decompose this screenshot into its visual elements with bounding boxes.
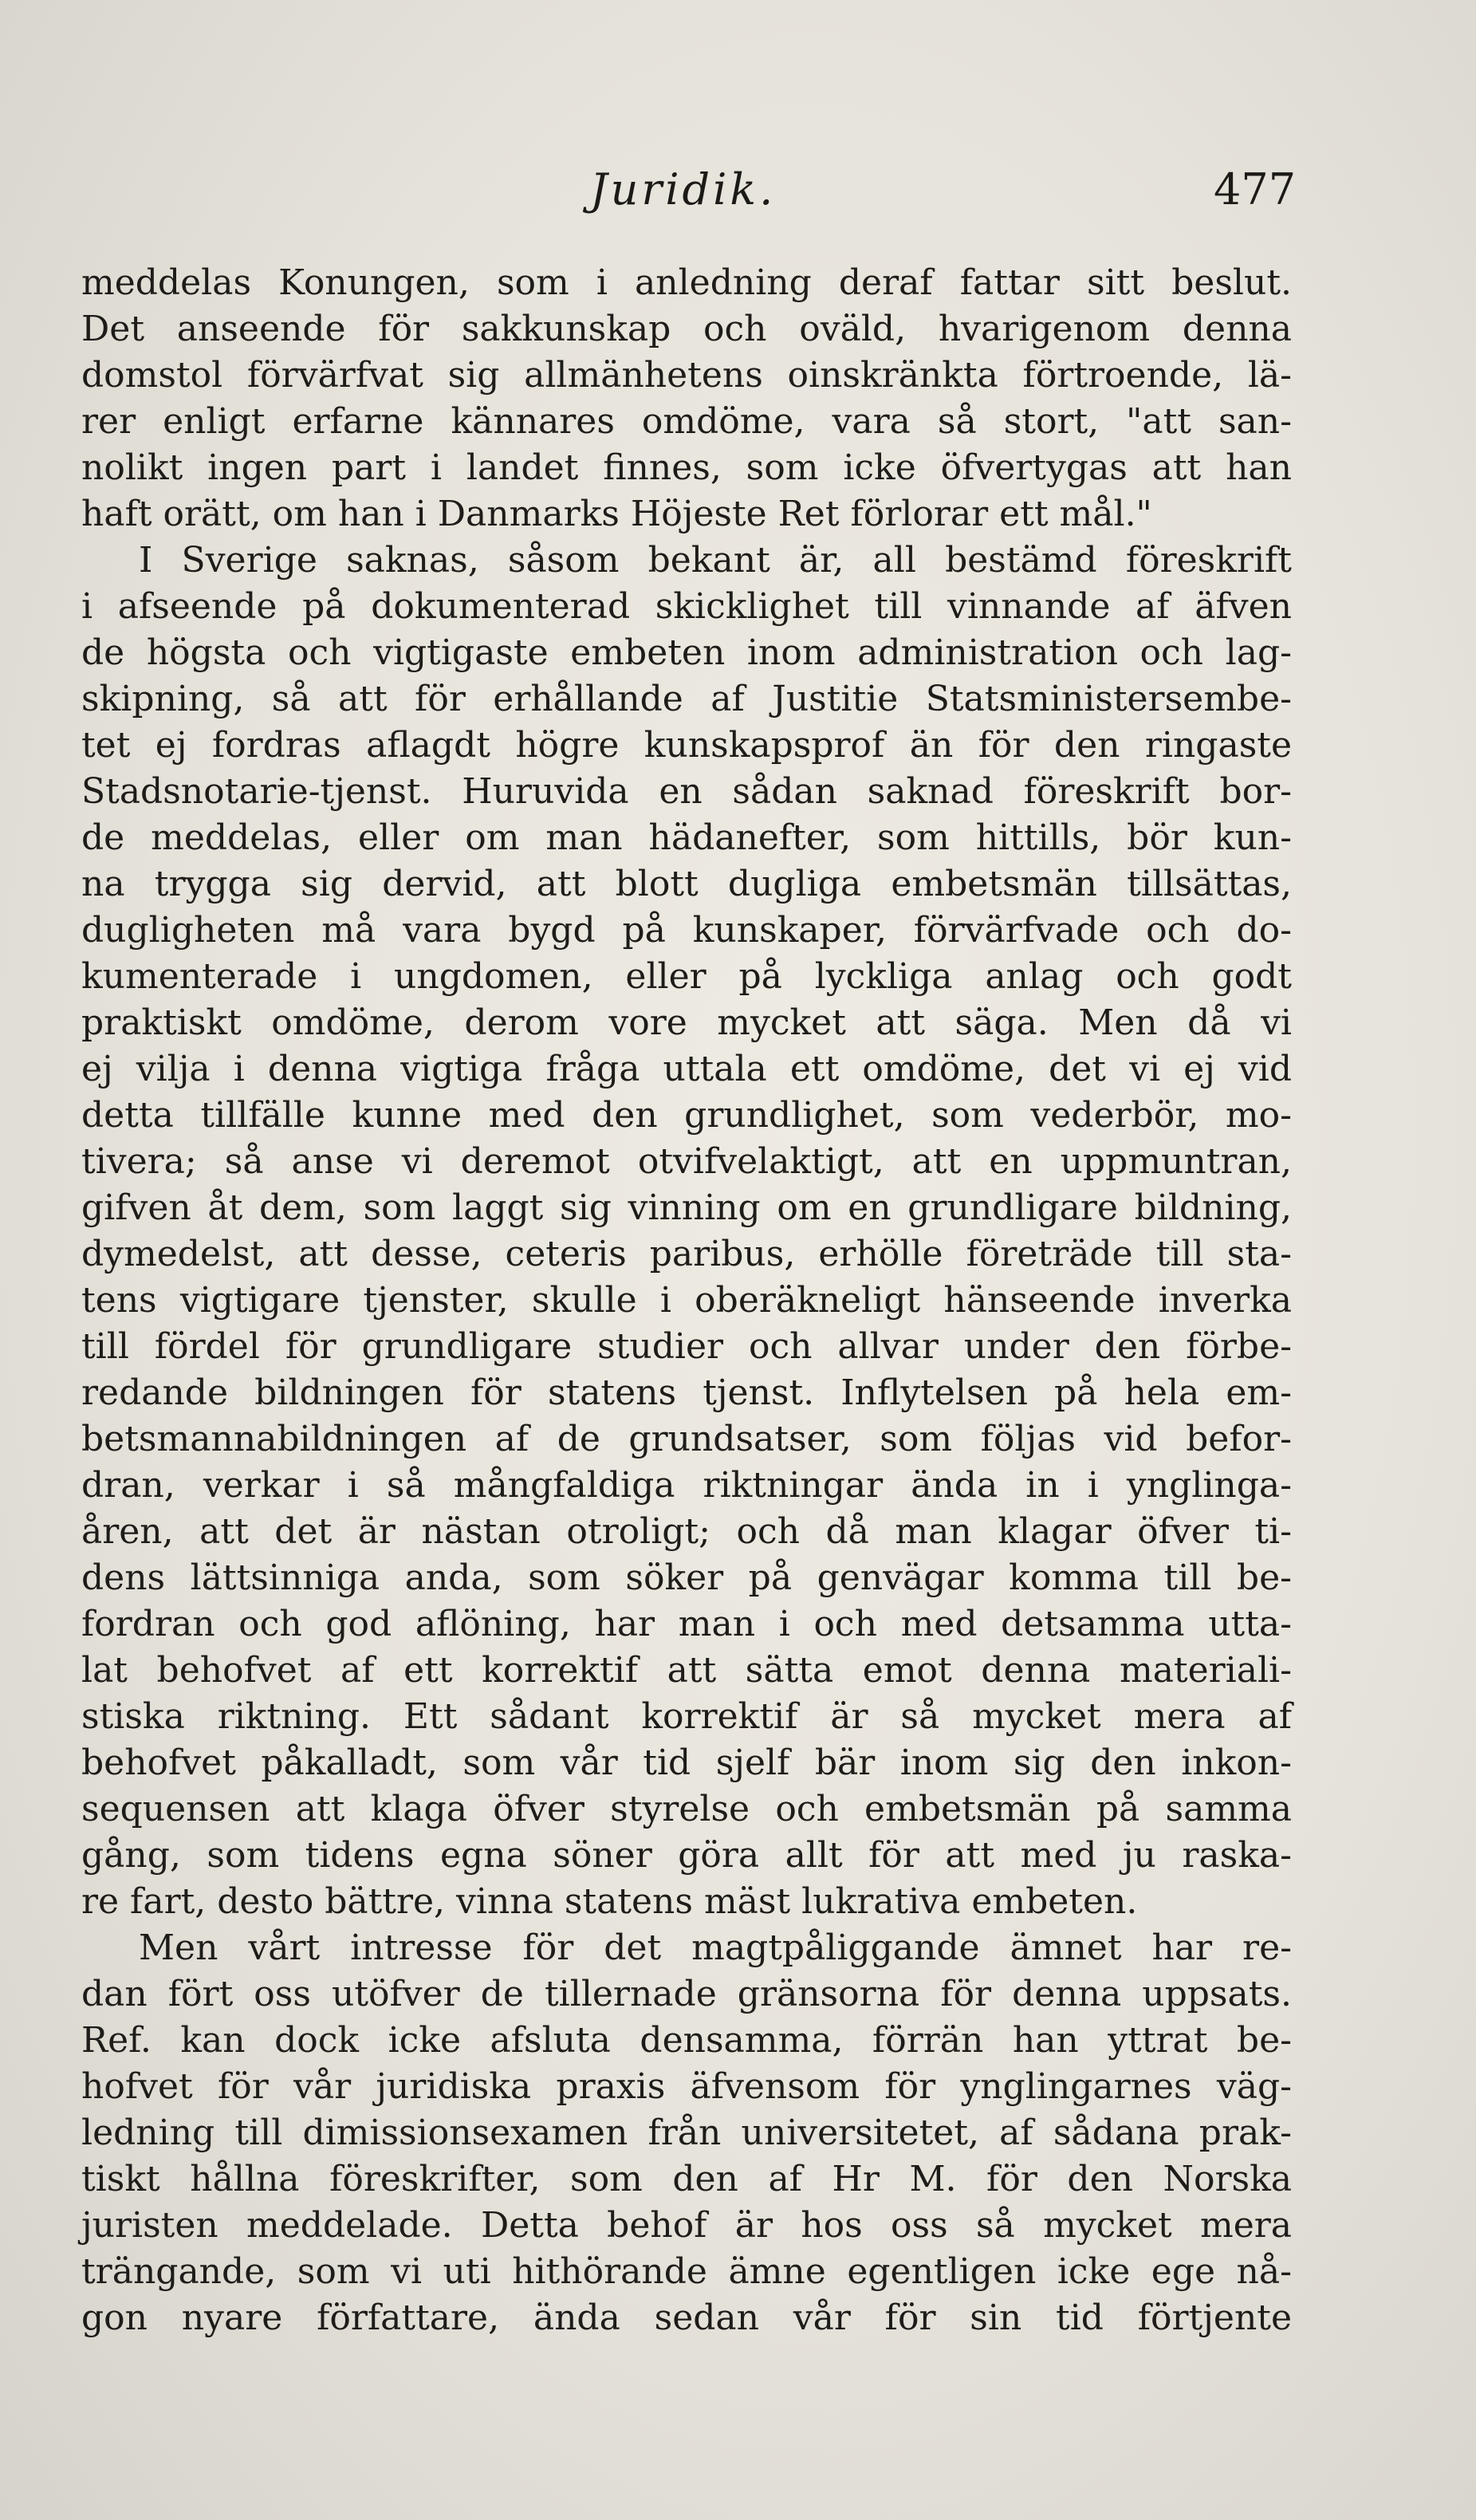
text-line: i afseende på dokumenterad skicklighet till vinnande af äfven [81,586,1292,627]
text-line: skipning, så att för erhållande af Justitie Statsministersembe- [81,679,1292,719]
text-line: tiskt hållna föreskrifter, som den af Hr M. för den Norska [81,2159,1292,2199]
text-line: haft orätt, om han i Danmarks Höjeste Ret förlorar ett mål." [81,494,1152,534]
text-line: dan fört oss utöfver de tillernade gränsorna för denna uppsats. [81,1974,1292,2014]
running-head: Juridik. [590,164,777,215]
text-line: redande bildningen för statens tjenst. Inflytelsen på hela em- [81,1372,1292,1413]
text-line: de meddelas, eller om man hädanefter, som hittills, bör kun- [81,817,1292,858]
text-line: dymedelst, att desse, ceteris paribus, erhölle företräde till sta- [81,1234,1292,1274]
text-line: trängande, som vi uti hithörande ämne egentligen icke ege nå- [81,2251,1292,2292]
page-header [0,164,1476,215]
page-number: 477 [1214,164,1297,215]
text-line: gon nyare författare, ända sedan vår för sin tid förtjente [81,2298,1292,2338]
body-text [81,260,1292,2341]
text-line: Det anseende för sakkunskap och oväld, hvarigenom denna [81,309,1292,349]
text-line: tens vigtigare tjenster, skulle i oberäkneligt hänseende inverka [81,1280,1292,1321]
text-line: sequensen att klaga öfver styrelse och embetsmän på samma [81,1789,1292,1829]
text-line: rer enligt erfarne kännares omdöme, vara så stort, "att san- [81,401,1292,442]
text-line: re fart, desto bättre, vinna statens mäst lukrativa embeten. [81,1881,1138,1922]
text-line: Men vårt intresse för det magtpåliggande ämnet har re- [139,1927,1292,1968]
text-line: gifven åt dem, som laggt sig vinning om en grundligare bildning, [81,1187,1292,1228]
text-line: dens lättsinniga anda, som söker på genvägar komma till be- [81,1557,1292,1598]
text-line: meddelas Konungen, som i anledning deraf fattar sitt beslut. [81,262,1292,303]
text-line: ej vilja i denna vigtiga fråga uttala ett omdöme, det vi ej vid [81,1049,1292,1089]
text-line: fordran och god aflöning, har man i och med detsamma utta- [81,1604,1292,1644]
text-line: stiska riktning. Ett sådant korrektif är så mycket mera af [81,1696,1292,1737]
text-line: kumenterade i ungdomen, eller på lyckliga anlag och godt [81,956,1292,997]
text-line: hofvet för vår juridiska praxis äfvensom för ynglingarnes väg- [81,2066,1292,2107]
text-line: de högsta och vigtigaste embeten inom administration och lag- [81,632,1292,673]
text-line: Ref. kan dock icke afsluta densamma, förrän han yttrat be- [81,2020,1292,2061]
text-line: tivera; så anse vi deremot otvifvelaktigt, att en uppmuntran, [81,1141,1292,1182]
text-line: till fördel för grundligare studier och allvar under den förbe- [81,1326,1292,1367]
text-line: dugligheten må vara bygd på kunskaper, förvärfvade och do- [81,910,1292,951]
text-line: ledning till dimissionsexamen från universitetet, af sådana prak- [81,2112,1292,2153]
text-line: domstol förvärfvat sig allmänhetens oinskränkta förtroende, lä- [81,355,1292,396]
text-line: tet ej fordras aflagdt högre kunskapsprof än för den ringaste [81,725,1292,766]
text-line: behofvet påkalladt, som vår tid sjelf bär inom sig den inkon- [81,1742,1292,1783]
text-line: betsmannabildningen af de grundsatser, som följas vid befor- [81,1419,1292,1459]
text-line: åren, att det är nästan otroligt; och då man klagar öfver ti- [81,1511,1292,1552]
text-line: na trygga sig dervid, att blott dugliga embetsmän tillsättas, [81,864,1292,904]
text-line: Stadsnotarie-tjenst. Huruvida en sådan saknad föreskrift bor- [81,771,1292,812]
text-line: praktiskt omdöme, derom vore mycket att säga. Men då vi [81,1002,1292,1043]
text-line: detta tillfälle kunne med den grundlighet, som vederbör, mo- [81,1095,1292,1136]
text-line: lat behofvet af ett korrektif att sätta emot denna materiali- [81,1650,1292,1691]
text-line: juristen meddelade. Detta behof är hos oss så mycket mera [81,2205,1292,2246]
text-line: nolikt ingen part i landet finnes, som icke öfvertygas att han [81,447,1292,488]
text-line: dran, verkar i så mångfaldiga riktningar ända in i ynglinga- [81,1465,1292,1506]
text-line: I Sverige saknas, såsom bekant är, all bestämd föreskrift [139,540,1292,581]
text-line: gång, som tidens egna söner göra allt för att med ju raska- [81,1835,1292,1876]
